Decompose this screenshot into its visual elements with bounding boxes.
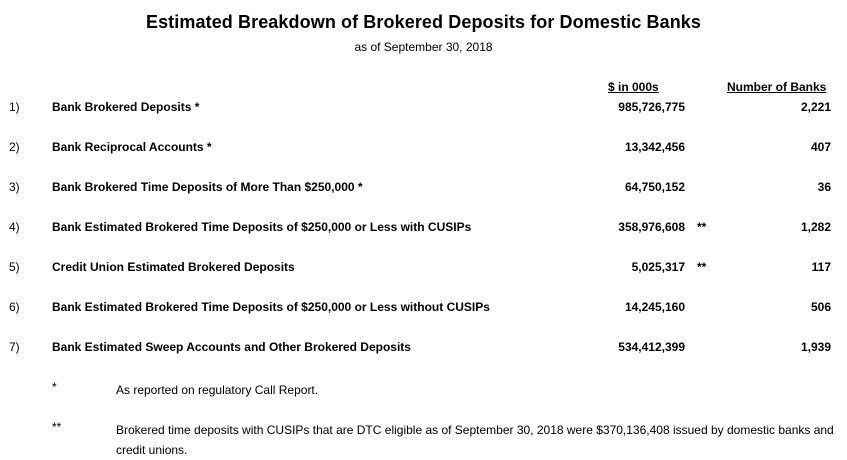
table-row <box>0 100 847 120</box>
page-subtitle: as of September 30, 2018 <box>354 40 493 54</box>
row-number: 4) <box>9 220 20 234</box>
table-row <box>0 220 847 240</box>
page-title: Estimated Breakdown of Brokered Deposits for Domestic Banks <box>145 12 702 32</box>
row-amount: 985,726,775 <box>618 100 685 114</box>
footnote-symbol: * <box>52 380 57 394</box>
row-number: 5) <box>9 260 20 274</box>
row-label: Bank Brokered Deposits * <box>52 100 200 114</box>
row-label: Bank Reciprocal Accounts * <box>52 140 212 154</box>
table-row <box>0 140 847 160</box>
row-number: 7) <box>9 340 20 354</box>
row-footnote-mark: ** <box>697 220 707 234</box>
row-label: Bank Estimated Brokered Time Deposits of $250,000 or Less with CUSIPs <box>52 220 472 234</box>
table-row <box>0 260 847 280</box>
row-label: Bank Brokered Time Deposits of More Than $250,000 * <box>52 180 363 194</box>
row-number: 3) <box>9 180 20 194</box>
row-count: 36 <box>817 180 831 194</box>
footnote-text: Brokered time deposits with CUSIPs that are DTC eligible as of September 30, 2018 were $370,136,408 issued by domestic banks and credit unions. <box>116 423 834 457</box>
row-label: Credit Union Estimated Brokered Deposits <box>52 260 295 274</box>
row-footnote-mark: ** <box>697 260 707 274</box>
row-number: 2) <box>9 140 20 154</box>
row-count: 1,282 <box>800 220 831 234</box>
table-row <box>0 340 847 360</box>
row-amount: 5,025,317 <box>631 260 685 274</box>
row-label: Bank Estimated Brokered Time Deposits of $250,000 or Less without CUSIPs <box>52 300 490 314</box>
column-header-count: Number of Banks <box>727 80 827 94</box>
row-number: 1) <box>9 100 20 114</box>
row-number: 6) <box>9 300 20 314</box>
row-count: 117 <box>811 260 831 274</box>
row-count: 407 <box>810 140 831 154</box>
row-amount: 13,342,456 <box>624 140 685 154</box>
column-header-amount: $ in 000s <box>608 80 659 94</box>
footnote-symbol: ** <box>52 420 62 434</box>
row-count: 1,939 <box>800 340 831 354</box>
footnote-text: As reported on regulatory Call Report. <box>116 383 319 397</box>
row-amount: 358,976,608 <box>618 220 685 234</box>
row-label: Bank Estimated Sweep Accounts and Other Brokered Deposits <box>52 340 411 354</box>
row-amount: 64,750,152 <box>624 180 685 194</box>
table-row <box>0 300 847 320</box>
row-amount: 14,245,160 <box>624 300 685 314</box>
row-count: 2,221 <box>800 100 831 114</box>
row-amount: 534,412,399 <box>618 340 685 354</box>
row-count: 506 <box>810 300 831 314</box>
table-row <box>0 180 847 200</box>
